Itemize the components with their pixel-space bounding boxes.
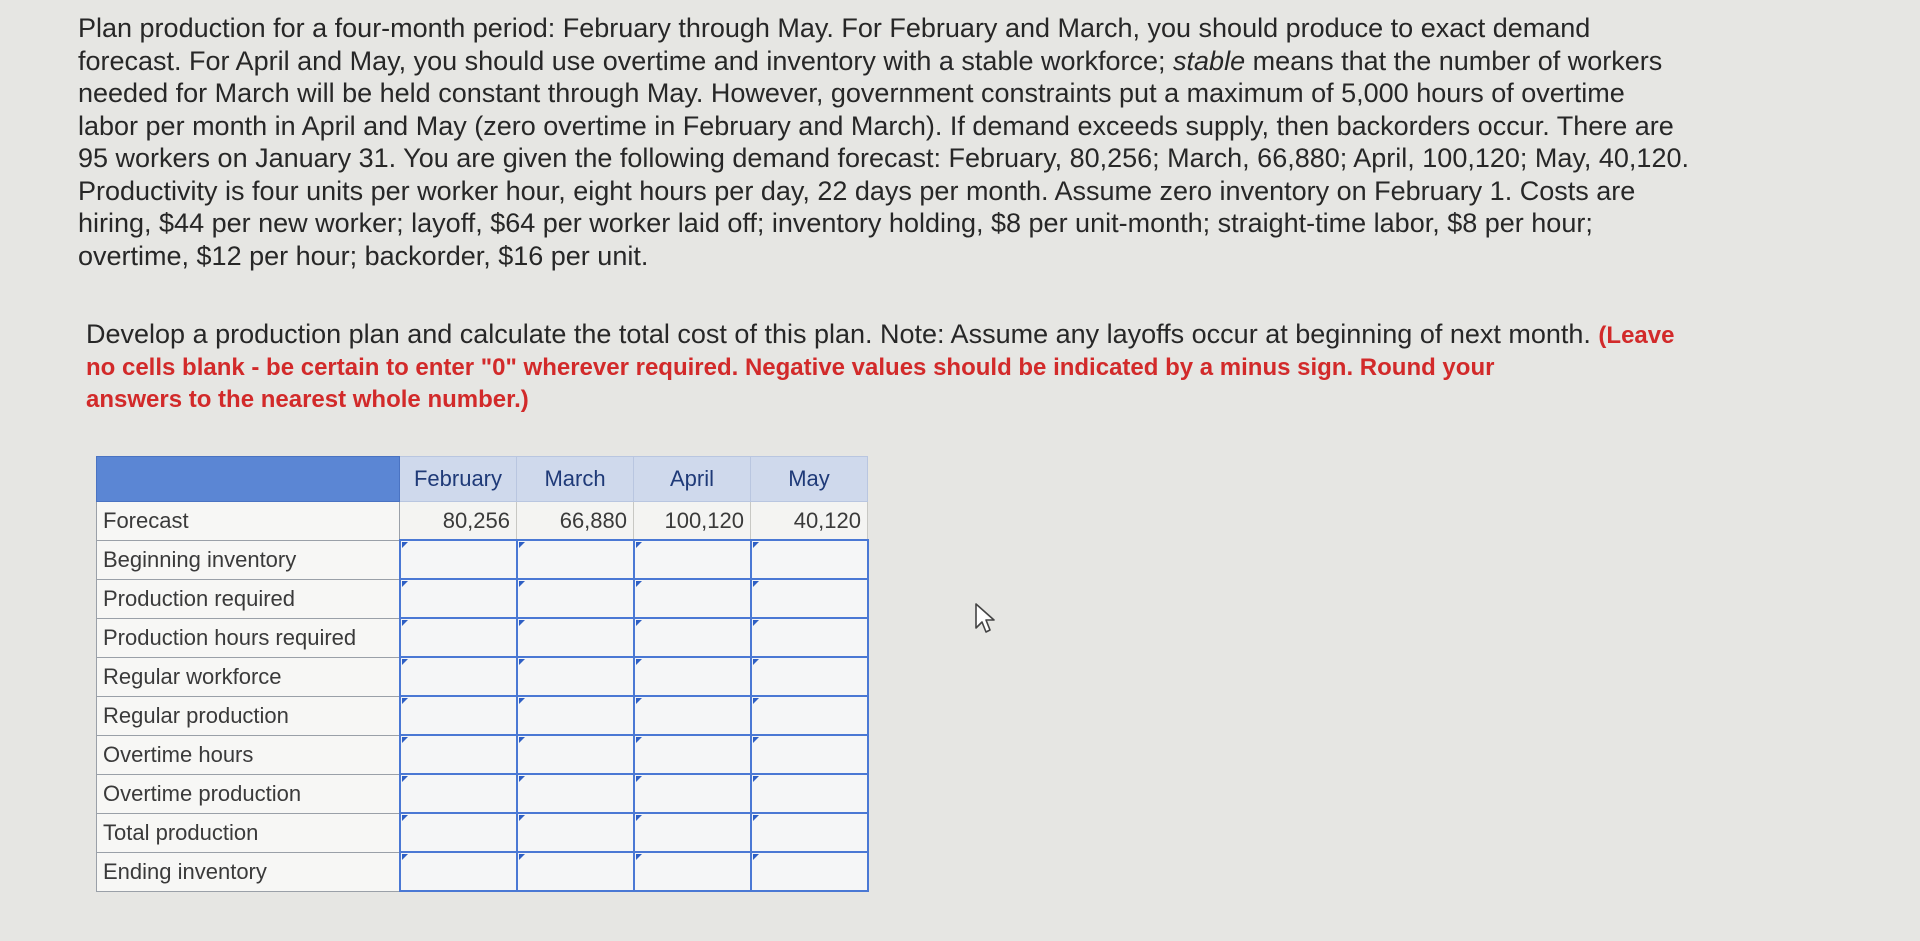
header-april: April xyxy=(634,457,751,502)
row-label: Beginning inventory xyxy=(97,540,400,579)
value-input[interactable] xyxy=(752,736,867,773)
problem-statement xyxy=(78,12,1798,272)
problem-line: hiring, $44 per new worker; layoff, $64 per worker laid off; inventory holding, $8 per unit-month; straight-time labor, $8 per hour; xyxy=(78,208,1593,238)
value-input[interactable] xyxy=(518,736,633,773)
input-cell[interactable] xyxy=(634,852,751,891)
input-cell[interactable] xyxy=(517,852,634,891)
instructions-text: Develop a production plan and calculate the total cost of this plan. Note: Assume any layoffs occur at beginning of next month. xyxy=(86,319,1599,349)
input-cell[interactable] xyxy=(400,813,517,852)
value-input[interactable] xyxy=(635,580,750,617)
table-row xyxy=(97,540,868,579)
table-row xyxy=(97,852,868,891)
value-input[interactable] xyxy=(401,541,516,578)
value-input[interactable] xyxy=(752,775,867,812)
instructions-note: answers to the nearest whole number.) xyxy=(86,386,529,413)
value-input[interactable] xyxy=(635,658,750,695)
input-cell[interactable] xyxy=(634,696,751,735)
row-label: Overtime production xyxy=(97,774,400,813)
input-cell[interactable] xyxy=(400,774,517,813)
value-input[interactable] xyxy=(635,736,750,773)
problem-line xyxy=(78,45,1798,78)
instructions-note: no cells blank - be certain to enter "0" wherever required. Negative values should be indicated by a minus sign. Round your xyxy=(86,354,1495,381)
forecast-value: 100,120 xyxy=(634,502,751,541)
value-input[interactable] xyxy=(518,541,633,578)
input-cell[interactable] xyxy=(400,657,517,696)
value-input[interactable] xyxy=(401,814,516,851)
input-cell[interactable] xyxy=(634,657,751,696)
input-cell[interactable] xyxy=(517,735,634,774)
table-row xyxy=(97,657,868,696)
input-cell[interactable] xyxy=(400,540,517,579)
mouse-pointer-icon xyxy=(973,602,1003,636)
row-label: Production required xyxy=(97,579,400,618)
value-input[interactable] xyxy=(752,853,867,890)
value-input[interactable] xyxy=(752,658,867,695)
forecast-value: 80,256 xyxy=(400,502,517,541)
row-label: Forecast xyxy=(97,502,400,541)
input-cell[interactable] xyxy=(634,579,751,618)
input-cell[interactable] xyxy=(400,618,517,657)
problem-line: overtime, $12 per hour; backorder, $16 per unit. xyxy=(78,240,649,271)
value-input[interactable] xyxy=(401,697,516,734)
problem-emphasis: stable xyxy=(1173,45,1246,76)
value-input[interactable] xyxy=(401,736,516,773)
input-cell[interactable] xyxy=(634,774,751,813)
instructions-line xyxy=(86,318,1806,352)
value-input[interactable] xyxy=(401,853,516,890)
table-row xyxy=(97,696,868,735)
value-input[interactable] xyxy=(635,541,750,578)
row-label: Total production xyxy=(97,813,400,852)
problem-line: Productivity is four units per worker hour, eight hours per day, 22 days per month. Assume zero inventory on February 1. Costs are xyxy=(78,175,1636,206)
value-input[interactable] xyxy=(752,580,867,617)
value-input[interactable] xyxy=(518,619,633,656)
problem-line: needed for March will be held constant through May. However, government constraints put a maximum of 5,000 hours of overtime xyxy=(78,78,1625,108)
input-cell[interactable] xyxy=(517,579,634,618)
value-input[interactable] xyxy=(518,658,633,695)
input-cell[interactable] xyxy=(634,735,751,774)
row-label: Regular workforce xyxy=(97,657,400,696)
input-cell[interactable] xyxy=(517,657,634,696)
table-row xyxy=(97,774,868,813)
forecast-value: 40,120 xyxy=(751,502,868,541)
input-cell[interactable] xyxy=(634,813,751,852)
row-label: Overtime hours xyxy=(97,735,400,774)
value-input[interactable] xyxy=(752,619,867,656)
instructions-note: (Leave xyxy=(1598,322,1675,349)
input-cell[interactable] xyxy=(517,696,634,735)
header-february: February xyxy=(400,457,517,502)
input-cell[interactable] xyxy=(517,618,634,657)
value-input[interactable] xyxy=(752,697,867,734)
input-cell[interactable] xyxy=(400,579,517,618)
input-cell[interactable] xyxy=(751,696,868,735)
input-cell[interactable] xyxy=(751,618,868,657)
problem-line: labor per month in April and May (zero overtime in February and March). If demand exceeds supply, then backorders occur. There are xyxy=(78,110,1674,141)
input-cell[interactable] xyxy=(751,852,868,891)
table-row xyxy=(97,735,868,774)
production-plan-table xyxy=(96,456,869,892)
value-input[interactable] xyxy=(518,814,633,851)
row-label: Production hours required xyxy=(97,618,400,657)
problem-line: 95 workers on January 31. You are given the following demand forecast: February, 80,256; March, 66,880; April, 100,120; May, 40,120. xyxy=(78,143,1689,173)
value-input[interactable] xyxy=(752,814,867,851)
value-input[interactable] xyxy=(401,619,516,656)
value-input[interactable] xyxy=(518,775,633,812)
instructions xyxy=(86,318,1806,416)
table-row xyxy=(97,579,868,618)
value-input[interactable] xyxy=(635,619,750,656)
value-input[interactable] xyxy=(518,853,633,890)
table-row xyxy=(97,813,868,852)
value-input[interactable] xyxy=(635,814,750,851)
header-corner xyxy=(97,457,400,502)
table-row xyxy=(97,618,868,657)
forecast-row xyxy=(97,502,868,541)
value-input[interactable] xyxy=(752,541,867,578)
input-cell[interactable] xyxy=(517,813,634,852)
input-cell[interactable] xyxy=(517,774,634,813)
header-march: March xyxy=(517,457,634,502)
value-input[interactable] xyxy=(401,775,516,812)
value-input[interactable] xyxy=(635,697,750,734)
row-label: Ending inventory xyxy=(97,852,400,891)
value-input[interactable] xyxy=(518,580,633,617)
input-cell[interactable] xyxy=(751,579,868,618)
value-input[interactable] xyxy=(635,775,750,812)
input-cell[interactable] xyxy=(400,696,517,735)
input-cell[interactable] xyxy=(400,852,517,891)
header-row xyxy=(97,457,868,502)
problem-line: Plan production for a four-month period: February through May. For February and March, you should produce to exact demand xyxy=(78,13,1591,43)
forecast-value: 66,880 xyxy=(517,502,634,541)
value-input[interactable] xyxy=(635,853,750,890)
input-cell[interactable] xyxy=(751,774,868,813)
problem-text: means that the number of workers xyxy=(1245,45,1663,76)
input-cell[interactable] xyxy=(751,735,868,774)
input-cell[interactable] xyxy=(634,618,751,657)
input-cell[interactable] xyxy=(751,813,868,852)
plan-rows xyxy=(97,540,868,891)
input-cell[interactable] xyxy=(400,735,517,774)
input-cell[interactable] xyxy=(751,657,868,696)
input-cell[interactable] xyxy=(634,540,751,579)
value-input[interactable] xyxy=(401,580,516,617)
problem-text: forecast. For April and May, you should use overtime and inventory with a stable workforce; xyxy=(78,45,1174,76)
row-label: Regular production xyxy=(97,696,400,735)
value-input[interactable] xyxy=(401,658,516,695)
input-cell[interactable] xyxy=(751,540,868,579)
header-may: May xyxy=(751,457,868,502)
input-cell[interactable] xyxy=(517,540,634,579)
value-input[interactable] xyxy=(518,697,633,734)
plan-grid xyxy=(96,456,869,892)
